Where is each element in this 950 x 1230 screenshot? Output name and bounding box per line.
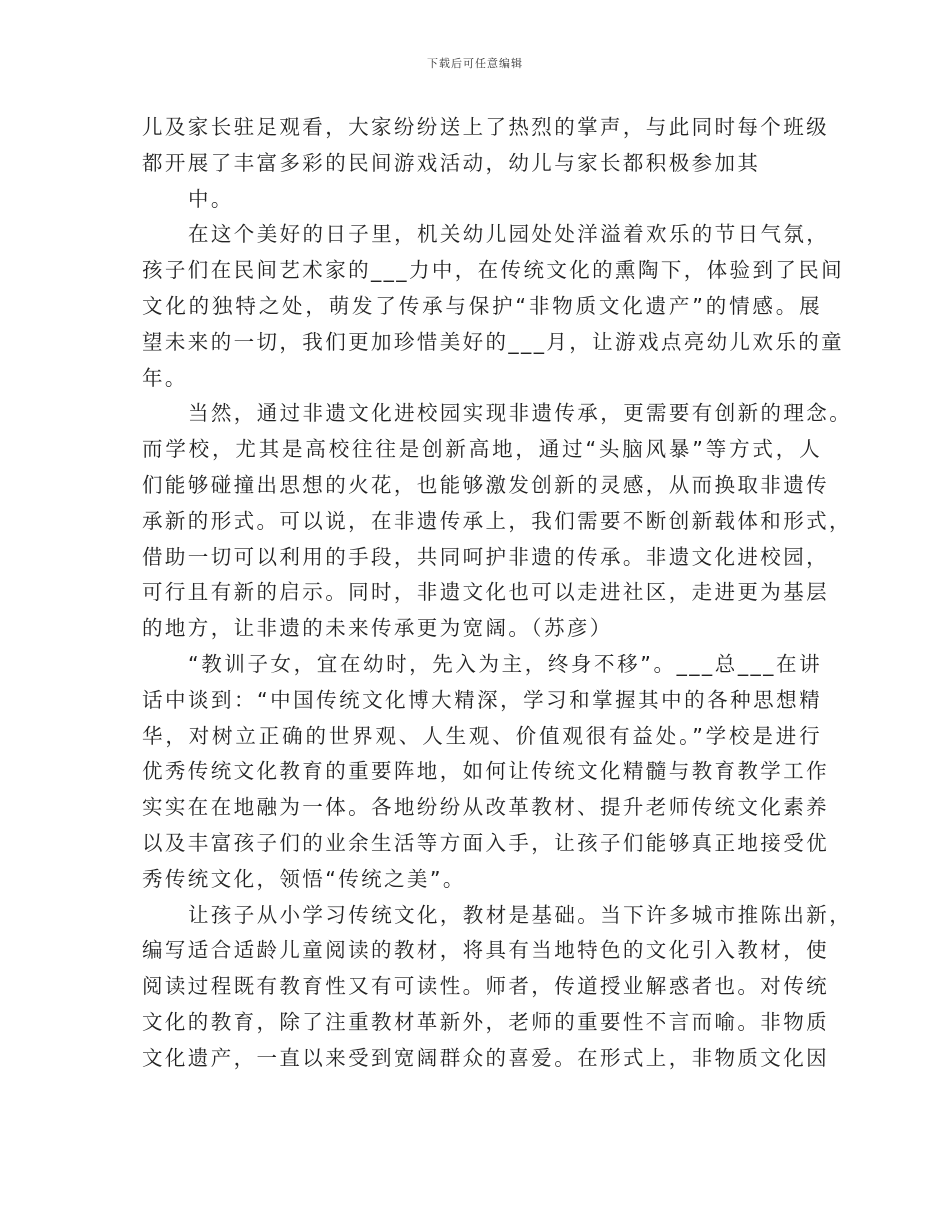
text-line: 中。 xyxy=(188,186,234,211)
text-line: 可行且有新的启示。同时，非遗文化也可以走进社区，走进更为基层 xyxy=(142,580,829,605)
text-line: 们能够碰撞出思想的火花，也能够激发创新的灵感，从而换取非遗传 xyxy=(142,472,829,497)
text-line: 阅读过程既有教育性又有可读性。师者，传道授业解惑者也。对传统 xyxy=(142,974,829,999)
text-line: 华，对树立正确的世界观、人生观、价值观很有益处。”学校是进行 xyxy=(142,723,822,748)
text-line: 孩子们在民间艺术家的___力中，在传统文化的熏陶下，体验到了民间 xyxy=(142,258,845,283)
text-line: 让孩子从小学习传统文化，教材是基础。当下许多城市推陈出新， xyxy=(188,902,853,927)
text-line: 借助一切可以利用的手段，共同呵护非遗的传承。非遗文化进校园， xyxy=(142,544,829,569)
text-line: 编写适合适龄儿童阅读的教材，将具有当地特色的文化引入教材，使 xyxy=(142,938,829,963)
text-line: 文化的教育，除了注重教材革新外，老师的重要性不言而喻。非物质 xyxy=(142,1009,829,1034)
text-line: 儿及家长驻足观看，大家纷纷送上了热烈的掌声，与此同时每个班级 xyxy=(142,115,829,139)
text-line: 而学校，尤其是高校往往是创新高地，通过“头脑风暴”等方式，人 xyxy=(142,437,822,462)
text-line: 优秀传统文化教育的重要阵地，如何让传统文化精髓与教育教学工作 xyxy=(142,759,829,784)
text-line: 的地方，让非遗的未来传承更为宽阔。（苏彦） xyxy=(142,616,613,641)
text-line: “教训子女，宜在幼时，先入为主，终身不移”。___总___在讲 xyxy=(188,651,822,676)
text-line: 秀传统文化，领悟“传统之美”。 xyxy=(142,866,466,891)
text-line: 话中谈到：“中国传统文化博大精深，学习和掌握其中的各种思想精 xyxy=(142,687,822,712)
document-body xyxy=(142,110,853,1077)
text-line: 承新的形式。可以说，在非遗传承上，我们需要不断创新载体和形式， xyxy=(142,508,852,533)
text-line: 以及丰富孩子们的业余生活等方面入手，让孩子们能够真正地接受优 xyxy=(142,830,829,855)
text-line: 文化的独特之处，萌发了传承与保护“非物质文化遗产”的情感。展 xyxy=(142,293,822,318)
text-line: 实实在在地融为一体。各地纷纷从改革教材、提升老师传统文化素养 xyxy=(142,795,829,820)
text-line: 在这个美好的日子里，机关幼儿园处处洋溢着欢乐的节日气氛， xyxy=(188,222,830,247)
text-line: 都开展了丰富多彩的民间游戏活动，幼儿与家长都积极参加其 xyxy=(142,150,761,175)
page-header: 下载后可任意编辑 xyxy=(427,57,523,70)
text-line: 年。 xyxy=(142,365,188,390)
text-line: 当然，通过非遗文化进校园实现非遗传承，更需要有创新的理念。 xyxy=(188,401,853,426)
text-line: 望未来的一切，我们更加珍惜美好的___月，让游戏点亮幼儿欢乐的童 xyxy=(142,329,845,354)
text-line: 文化遗产，一直以来受到宽阔群众的喜爱。在形式上，非物质文化因 xyxy=(142,1045,829,1070)
